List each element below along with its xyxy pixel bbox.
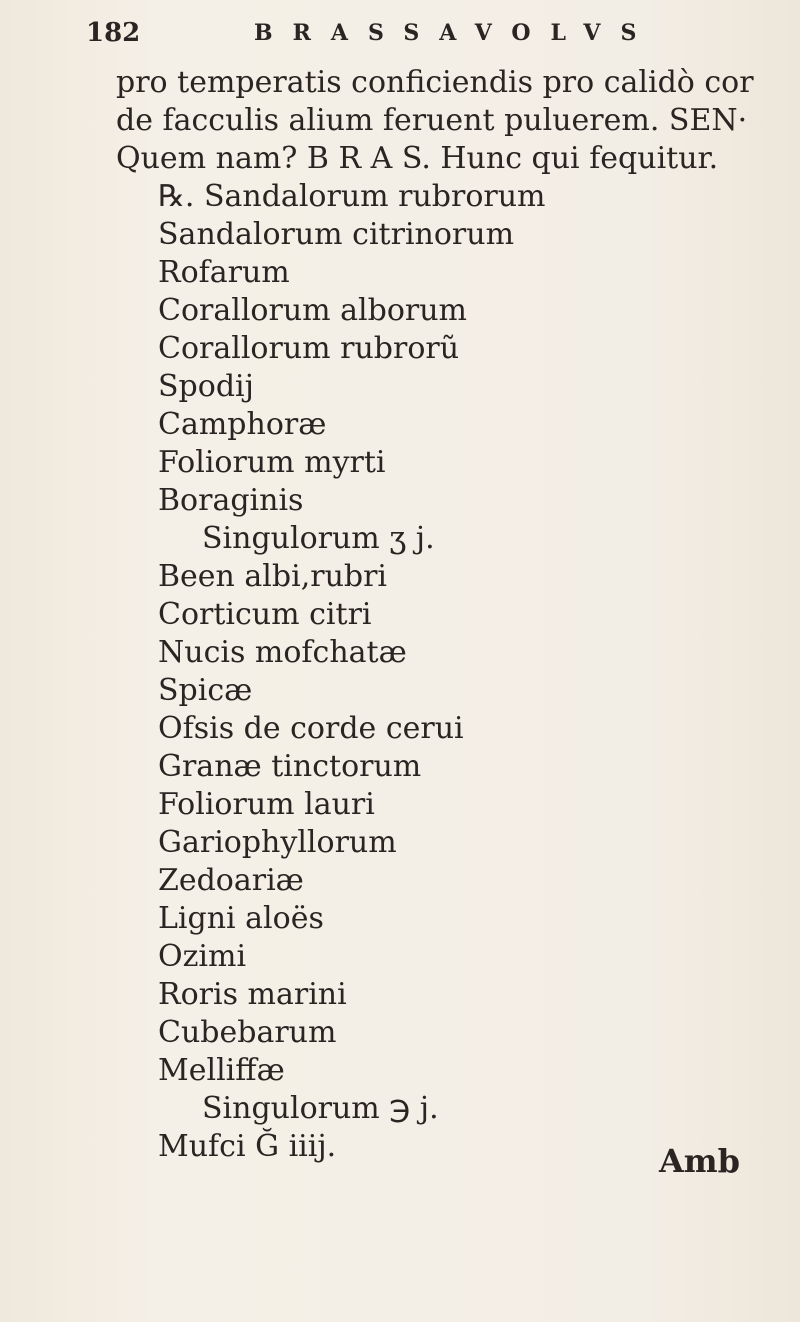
quantity-line: Singulorum ℈ j. (202, 1091, 439, 1126)
ingredient-line: Ofsis de corde cerui (158, 711, 464, 746)
ingredient-line: Ozimi (158, 939, 247, 974)
text-line: pro temperatis conficiendis pro calidò cor (116, 65, 754, 100)
ingredient-line: Foliorum myrti (158, 445, 386, 480)
quantity-line: Singulorum ʒ j. (202, 521, 435, 556)
ingredient-line: Mufci Ğ iiij. (158, 1129, 337, 1164)
running-head (86, 18, 726, 48)
running-title: BRASSAVOLVS (254, 20, 657, 46)
ingredient-line: Granæ tinctorum (158, 749, 422, 784)
ingredient-line: Melliffæ (158, 1053, 285, 1088)
ingredient-line: Spicæ (158, 673, 253, 708)
text-line: de facculis alium feruent puluerem. SEN· (116, 103, 748, 138)
text-line: Quem nam? B R A S. Hunc qui fequitur. (116, 141, 719, 176)
recipe-text (116, 64, 754, 1166)
ingredient-line: Been albi,rubri (158, 559, 388, 594)
ingredient-line: Camphoræ (158, 407, 327, 442)
page-number: 182 (86, 18, 141, 48)
ingredient-line: Corallorum rubrorũ (158, 331, 460, 366)
ingredient-line: Corallorum alborum (158, 293, 467, 328)
ingredient-line: Zedoariæ (158, 863, 304, 898)
ingredient-line: Cubebarum (158, 1015, 337, 1050)
ingredient-line: Corticum citri (158, 597, 372, 632)
ingredient-line: Ligni aloës (158, 901, 324, 936)
ingredient-line: Roris marini (158, 977, 347, 1012)
ingredient-line: Spodij (158, 369, 254, 404)
ingredient-line: Rofarum (158, 255, 290, 290)
ingredient-line: Nucis mofchatæ (158, 635, 407, 670)
ingredient-line: Sandalorum citrinorum (158, 217, 515, 252)
ingredient-line: Boraginis (158, 483, 304, 518)
ingredient-line: Gariophyllorum (158, 825, 397, 860)
catchword: Amb (658, 1142, 740, 1180)
ingredient-line: Foliorum lauri (158, 787, 375, 822)
recipe-symbol-line: ℞. Sandalorum rubrorum (158, 179, 546, 214)
